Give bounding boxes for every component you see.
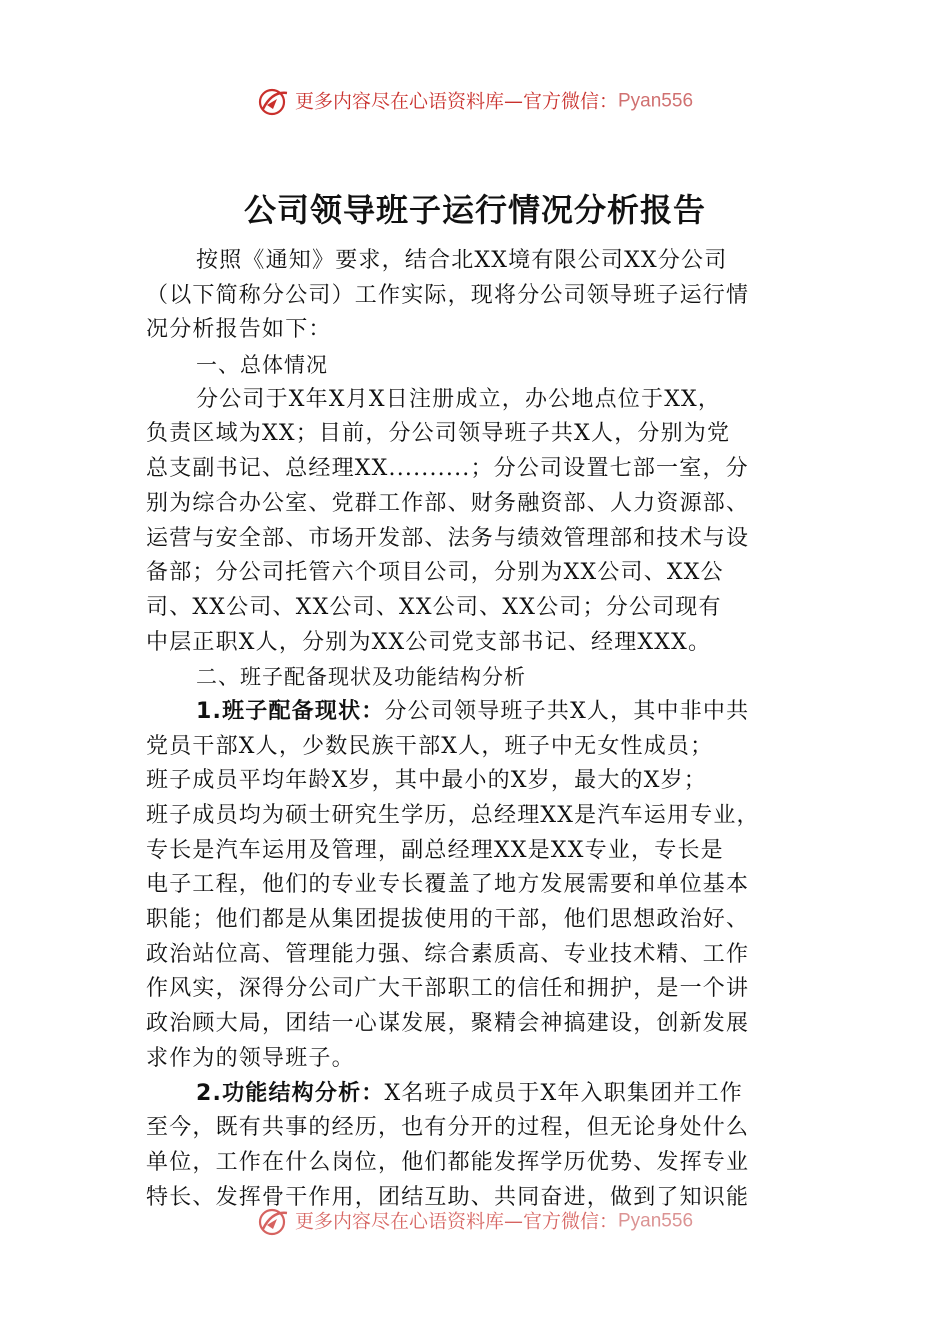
paragraph-text: 分公司领导班子共X人，其中非中共	[384, 698, 750, 724]
paragraph-line: 司、XX公司、XX公司、XX公司、XX公司；分公司现有	[146, 594, 722, 620]
paragraph-line: 分公司于X年X月X日注册成立，办公地点位于XX，	[196, 386, 722, 412]
section-heading-1: 一、总体情况	[196, 353, 328, 378]
paragraph-line: 单位，工作在什么岗位，他们都能发挥学历优势、发挥专业	[146, 1149, 750, 1175]
paragraph-line: 电子工程，他们的专业专长覆盖了地方发展需要和单位基本	[146, 872, 750, 898]
logo-icon	[257, 1207, 291, 1237]
subsection-lead-2: 2.功能结构分析：	[196, 1080, 385, 1106]
paragraph-line: 党员干部X人，少数民族干部X人，班子中无女性成员；	[146, 733, 714, 759]
subsection-lead-1: 1.班子配备现状：	[196, 698, 385, 724]
paragraph-line: 政治顾大局，团结一心谋发展，聚精会神搞建设，创新发展	[146, 1011, 750, 1037]
paragraph-line: 别为综合办公室、党群工作部、财务融资部、人力资源部、	[146, 490, 750, 516]
paragraph-line: 至今，既有共事的经历，也有分开的过程，但无论身处什么	[146, 1115, 750, 1141]
logo-icon	[257, 87, 291, 117]
paragraph-line: 政治站位高、管理能力强、综合素质高、专业技术精、工作	[146, 941, 750, 967]
paragraph-line: 职能；他们都是从集团提拔使用的干部，他们思想政治好、	[146, 907, 750, 933]
paragraph-line: 作风实，深得分公司广大干部职工的信任和拥护，是一个讲	[146, 976, 750, 1002]
document-body	[146, 244, 810, 1215]
paragraph-line: 中层正职X人，分别为XX公司党支部书记、经理XXX。	[146, 629, 712, 655]
section-heading-2: 二、班子配备现状及功能结构分析	[196, 665, 526, 690]
paragraph-line	[146, 1077, 810, 1112]
paragraph-line: 求作为的领导班子。	[146, 1045, 355, 1071]
paragraph-line: 班子成员均为硕士研究生学历，总经理XX是汽车运用专业，	[146, 803, 760, 828]
intro-line: （以下简称分公司）工作实际，现将分公司领导班子运行情	[146, 282, 750, 308]
watermark-id: Pyan556	[618, 90, 694, 112]
watermark-text: 更多内容尽在心语资料库—官方微信：	[294, 1210, 618, 1233]
watermark-footer	[0, 1206, 950, 1237]
watermark-header	[0, 86, 950, 117]
paragraph-line: 班子成员平均年龄X岁，其中最小的X岁，最大的X岁；	[146, 768, 707, 794]
document-title: 公司领导班子运行情况分析报告	[243, 191, 706, 229]
paragraph-line: 运营与安全部、市场开发部、法务与绩效管理部和技术与设	[146, 525, 750, 551]
watermark-id: Pyan556	[618, 1210, 694, 1232]
paragraph-text: X名班子成员于X年入职集团并工作	[384, 1080, 743, 1106]
paragraph-line: 负责区域为XX；目前，分公司领导班子共X人，分别为党	[146, 421, 731, 447]
paragraph-line	[146, 695, 810, 730]
paragraph-line: 特长、发挥骨干作用，团结互助、共同奋进，做到了知识能	[146, 1184, 750, 1210]
intro-line: 按照《通知》要求，结合北XX境有限公司XX分公司	[196, 248, 728, 273]
intro-line: 况分析报告如下：	[146, 317, 332, 343]
paragraph-line: 备部；分公司托管六个项目公司，分别为XX公司、XX公	[146, 560, 724, 586]
paragraph-line: 总支副书记、总经理XX..........；分公司设置七部一室，分	[146, 456, 749, 482]
paragraph-line: 专长是汽车运用及管理，副总经理XX是XX专业，专长是	[146, 837, 724, 863]
watermark-text: 更多内容尽在心语资料库—官方微信：	[294, 90, 618, 113]
